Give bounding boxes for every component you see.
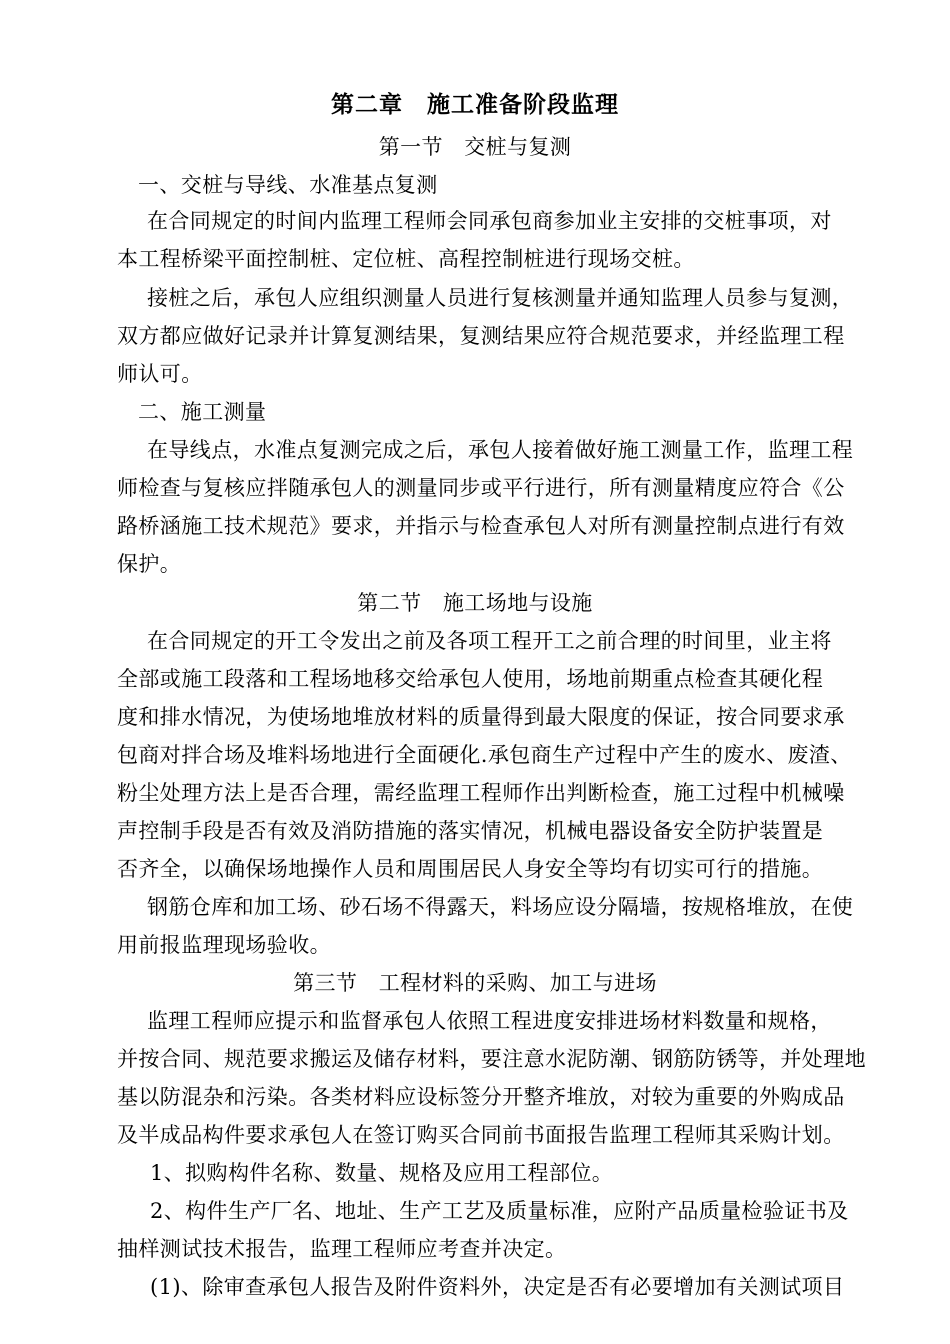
- paragraph-line: 及半成品构件要求承包人在签订购买合同前书面报告监理工程师其采购计划。: [117, 1123, 845, 1147]
- paragraph-line: 师检查与复核应拌随承包人的测量同步或平行进行，所有测量精度应符合《公: [117, 476, 845, 500]
- paragraph-line: 钢筋仓库和加工场、砂石场不得露天，料场应设分隔墙，按规格堆放，在使: [147, 895, 854, 919]
- paragraph-line: 否齐全，以确保场地操作人员和周围居民人身安全等均有切实可行的措施。: [117, 857, 824, 881]
- paragraph-line: 在导线点，水准点复测完成之后，承包人接着做好施工测量工作，监理工程: [147, 438, 854, 462]
- paragraph-line: 声控制手段是否有效及消防措施的落实情况，机械电器设备安全防护装置是: [117, 819, 824, 843]
- paragraph-line: 师认可。: [117, 362, 203, 386]
- paragraph-line: 粉尘处理方法上是否合理，需经监理工程师作出判断检查，施工过程中机械噪: [117, 781, 845, 805]
- paragraph-line: 抽样测试技术报告，监理工程师应考查并决定。: [117, 1237, 567, 1261]
- list-item: 2、构件生产厂名、地址、生产工艺及质量标准，应附产品质量检验证书及: [150, 1199, 849, 1223]
- paragraph-line: 路桥涵施工技术规范》要求，并指示与检查承包人对所有测量控制点进行有效: [117, 514, 845, 538]
- list-item: 1、拟购构件名称、数量、规格及应用工程部位。: [150, 1161, 614, 1185]
- subsection-heading: 二、施工测量: [138, 400, 267, 424]
- section-heading: 第二节 施工场地与设施: [357, 591, 593, 615]
- paragraph-line: 在合同规定的时间内监理工程师会同承包商参加业主安排的交桩事项，对: [147, 209, 832, 233]
- paragraph-line: 双方都应做好记录并计算复测结果，复测结果应符合规范要求，并经监理工程: [117, 324, 845, 348]
- list-item: (1)、除审查承包人报告及附件资料外，决定是否有必要增加有关测试项目: [150, 1275, 845, 1299]
- paragraph-line: 保护。: [117, 552, 182, 576]
- section-heading: 第三节 工程材料的采购、加工与进场: [293, 971, 657, 995]
- paragraph-line: 基以防混杂和污染。各类材料应设标签分开整齐堆放，对较为重要的外购成品: [117, 1085, 845, 1109]
- subsection-heading: 一、交桩与导线、水准基点复测: [138, 173, 438, 197]
- paragraph-line: 监理工程师应提示和监督承包人依照工程进度安排进场材料数量和规格，: [147, 1009, 832, 1033]
- chapter-title: 第二章 施工准备阶段监理: [331, 91, 619, 118]
- paragraph-line: 在合同规定的开工令发出之前及各项工程开工之前合理的时间里，业主将: [147, 629, 832, 653]
- paragraph-line: 本工程桥梁平面控制桩、定位桩、高程控制桩进行现场交桩。: [117, 247, 695, 271]
- paragraph-line: 用前报监理现场验收。: [117, 933, 331, 957]
- paragraph-line: 包商对拌合场及堆料场地进行全面硬化.承包商生产过程中产生的废水、废渣、: [117, 743, 852, 767]
- paragraph-line: 接桩之后，承包人应组织测量人员进行复核测量并通知监理人员参与复测，: [147, 286, 854, 310]
- section-heading: 第一节 交桩与复测: [378, 135, 572, 159]
- paragraph-line: 度和排水情况，为使场地堆放材料的质量得到最大限度的保证，按合同要求承: [117, 705, 845, 729]
- paragraph-line: 并按合同、规范要求搬运及储存材料，要注意水泥防潮、钢筋防锈等，并处理地: [117, 1047, 866, 1071]
- paragraph-line: 全部或施工段落和工程场地移交给承包人使用，场地前期重点检查其硬化程: [117, 667, 824, 691]
